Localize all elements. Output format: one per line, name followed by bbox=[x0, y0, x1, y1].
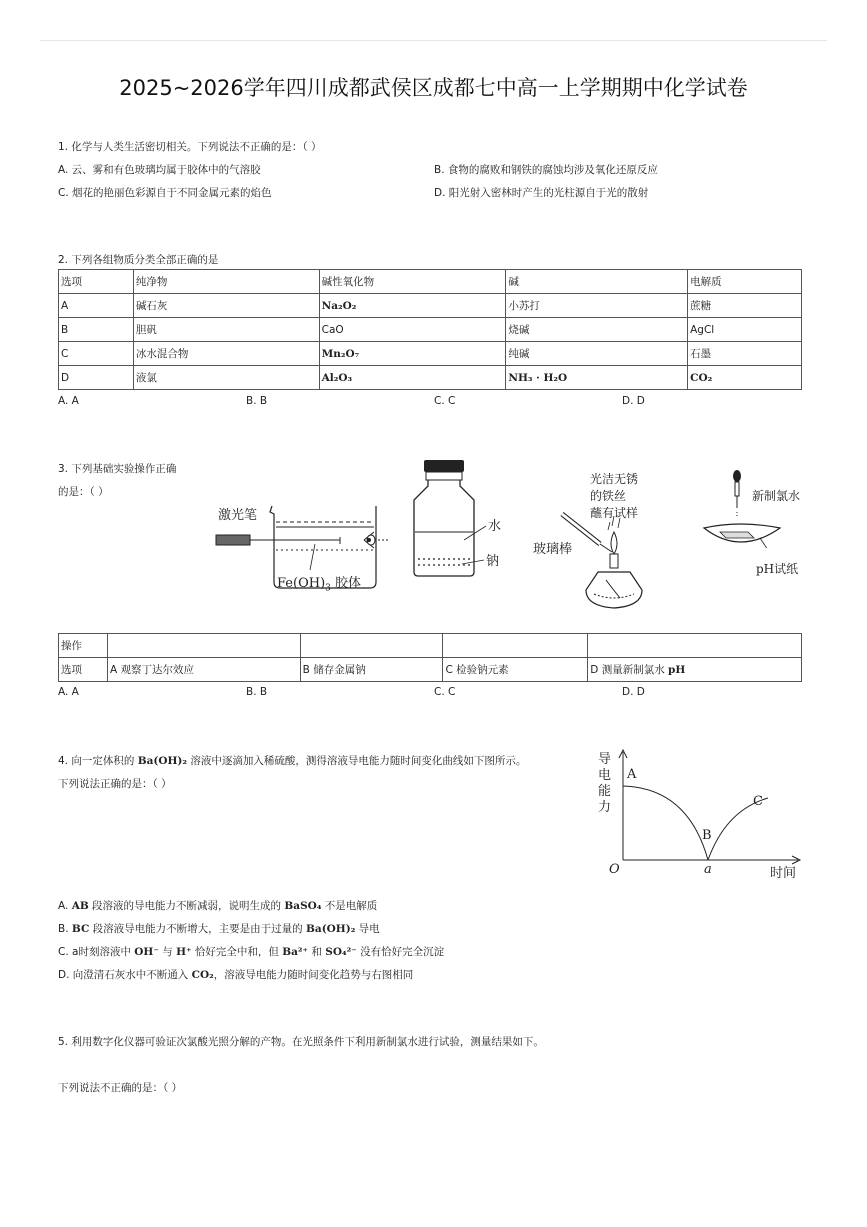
q2-option-c: C. C bbox=[434, 395, 456, 407]
q4-option-c: C. a时刻溶液中 OH⁻ 与 H⁺ 恰好完全中和，但 Ba²⁺ 和 SO₄²⁻ 没有恰好完全沉淀 bbox=[58, 946, 445, 958]
graph-y-label: 导 电 能 力 bbox=[598, 752, 612, 815]
q3-option-a: A. A bbox=[58, 686, 79, 698]
q4-stem: 4. 向一定体积的 Ba(OH)₂ 溶液中逐滴加入稀硫酸，测得溶液导电能力随时间变化曲线如下图所示。 bbox=[58, 755, 527, 767]
wire-label-2: 的铁丝 bbox=[590, 489, 627, 503]
table-row bbox=[59, 294, 802, 318]
table-cell: D 测量新制氯水 pH bbox=[588, 658, 802, 682]
table-header-cell: 电解质 bbox=[688, 270, 802, 294]
top-divider bbox=[40, 40, 827, 41]
water-label: 水 bbox=[488, 519, 502, 534]
table-cell: B bbox=[59, 318, 134, 342]
table-cell bbox=[300, 634, 443, 658]
q3-option-c: C. C bbox=[434, 686, 456, 698]
table-cell: Al₂O₃ bbox=[319, 366, 506, 390]
table-header-cell: 碱性氧化物 bbox=[319, 270, 506, 294]
table-cell: NH₃ · H₂O bbox=[506, 366, 688, 390]
table-cell bbox=[588, 634, 802, 658]
graph-x-tick: a bbox=[704, 862, 712, 877]
q1-stem: 1. 化学与人类生活密切相关。下列说法不正确的是：（ ） bbox=[58, 141, 322, 153]
graph-origin: O bbox=[609, 862, 620, 877]
table-row bbox=[59, 318, 802, 342]
table-cell: 小苏打 bbox=[506, 294, 688, 318]
table-cell: 碱石灰 bbox=[133, 294, 319, 318]
table-cell: 石墨 bbox=[688, 342, 802, 366]
table-cell: C bbox=[59, 342, 134, 366]
wire-label-3: 蘸有试样 bbox=[590, 506, 639, 520]
wire-label-1: 光洁无锈 bbox=[590, 472, 639, 486]
table-cell: B 储存金属钠 bbox=[300, 658, 443, 682]
q3-stem-line1: 3. 下列基础实验操作正确 bbox=[58, 463, 177, 475]
graph-x-label: 时间 bbox=[770, 866, 797, 881]
table-cell: 烧碱 bbox=[506, 318, 688, 342]
table-row bbox=[59, 366, 802, 390]
table-cell: 选项 bbox=[59, 658, 108, 682]
chlorine-label: 新制氯水 bbox=[752, 489, 801, 503]
table-cell: C 检验钠元素 bbox=[443, 658, 588, 682]
table-cell: 纯碱 bbox=[506, 342, 688, 366]
ph-test-figure bbox=[700, 468, 790, 548]
eye-icon bbox=[360, 525, 390, 555]
q1-option-c: C. 烟花的艳丽色彩源自于不同金属元素的焰色 bbox=[58, 187, 272, 199]
table-header-cell: 纯净物 bbox=[133, 270, 319, 294]
colloid-label: $Fe(OH)_3$ 胶体 bbox=[277, 576, 362, 594]
q4-option-d: D. 向澄清石灰水中不断通入 CO₂，溶液导电能力随时间变化趋势与右图相同 bbox=[58, 969, 414, 981]
q3-stem-line2: 的是：（ ） bbox=[58, 486, 109, 498]
table-cell: CaO bbox=[319, 318, 506, 342]
table-row bbox=[59, 634, 802, 658]
q2-stem: 2. 下列各组物质分类全部正确的是 bbox=[58, 254, 219, 266]
page-title: 2025~2026学年四川成都武侯区成都七中高一上学期期中化学试卷 bbox=[119, 76, 748, 100]
table-cell: CO₂ bbox=[688, 366, 802, 390]
q4-stem-line2: 下列说法正确的是：（ ） bbox=[58, 778, 172, 790]
table-cell bbox=[443, 634, 588, 658]
q1-option-a: A. 云、雾和有色玻璃均属于胶体中的气溶胶 bbox=[58, 164, 261, 176]
table-cell: Na₂O₂ bbox=[319, 294, 506, 318]
q5-stem: 5. 利用数字化仪器可验证次氯酸光照分解的产物。在光照条件下利用新制氯水进行试验，测量结果如下。 bbox=[58, 1036, 544, 1048]
flame-test-figure bbox=[550, 508, 650, 618]
table-header-cell: 选项 bbox=[59, 270, 134, 294]
table-cell: 液氯 bbox=[133, 366, 319, 390]
sodium-label: 钠 bbox=[486, 554, 500, 569]
q3-option-d: D. D bbox=[622, 686, 645, 698]
graph-point-b: B bbox=[702, 828, 712, 843]
q2-option-b: B. B bbox=[246, 395, 268, 407]
table-cell: AgCl bbox=[688, 318, 802, 342]
q4-option-a: A. AB 段溶液的导电能力不断减弱，说明生成的 BaSO₄ 不是电解质 bbox=[58, 900, 378, 912]
q2-option-d: D. D bbox=[622, 395, 645, 407]
table-cell: 蔗糖 bbox=[688, 294, 802, 318]
table-cell: D bbox=[59, 366, 134, 390]
q3-option-b: B. B bbox=[246, 686, 268, 698]
laser-label: 激光笔 bbox=[218, 508, 258, 523]
q4-option-b: B. BC 段溶液导电能力不断增大，主要是由于过量的 Ba(OH)₂ 导电 bbox=[58, 923, 380, 935]
table-cell: A bbox=[59, 294, 134, 318]
q1-option-b: B. 食物的腐败和钢铁的腐蚀均涉及氧化还原反应 bbox=[434, 164, 658, 176]
table-header-row bbox=[59, 270, 802, 294]
table-header-cell: 碱 bbox=[506, 270, 688, 294]
q3-table bbox=[58, 633, 802, 682]
table-cell: 冰水混合物 bbox=[133, 342, 319, 366]
q5-stem-line2: 下列说法不正确的是：（ ） bbox=[58, 1082, 183, 1094]
graph-point-a: A bbox=[627, 767, 637, 782]
q1-option-d: D. 阳光射入密林时产生的光柱源自于光的散射 bbox=[434, 187, 649, 199]
table-row bbox=[59, 658, 802, 682]
graph-point-c: C bbox=[753, 794, 763, 809]
table-cell: Mn₂O₇ bbox=[319, 342, 506, 366]
table-cell bbox=[107, 634, 300, 658]
rod-label: 玻璃棒 bbox=[533, 542, 573, 557]
table-cell: 操作 bbox=[59, 634, 108, 658]
q2-table bbox=[58, 269, 802, 390]
table-cell: 胆矾 bbox=[133, 318, 319, 342]
q2-option-a: A. A bbox=[58, 395, 79, 407]
ph-paper-label: pH试纸 bbox=[756, 562, 799, 576]
table-cell: A 观察丁达尔效应 bbox=[107, 658, 300, 682]
table-row bbox=[59, 342, 802, 366]
